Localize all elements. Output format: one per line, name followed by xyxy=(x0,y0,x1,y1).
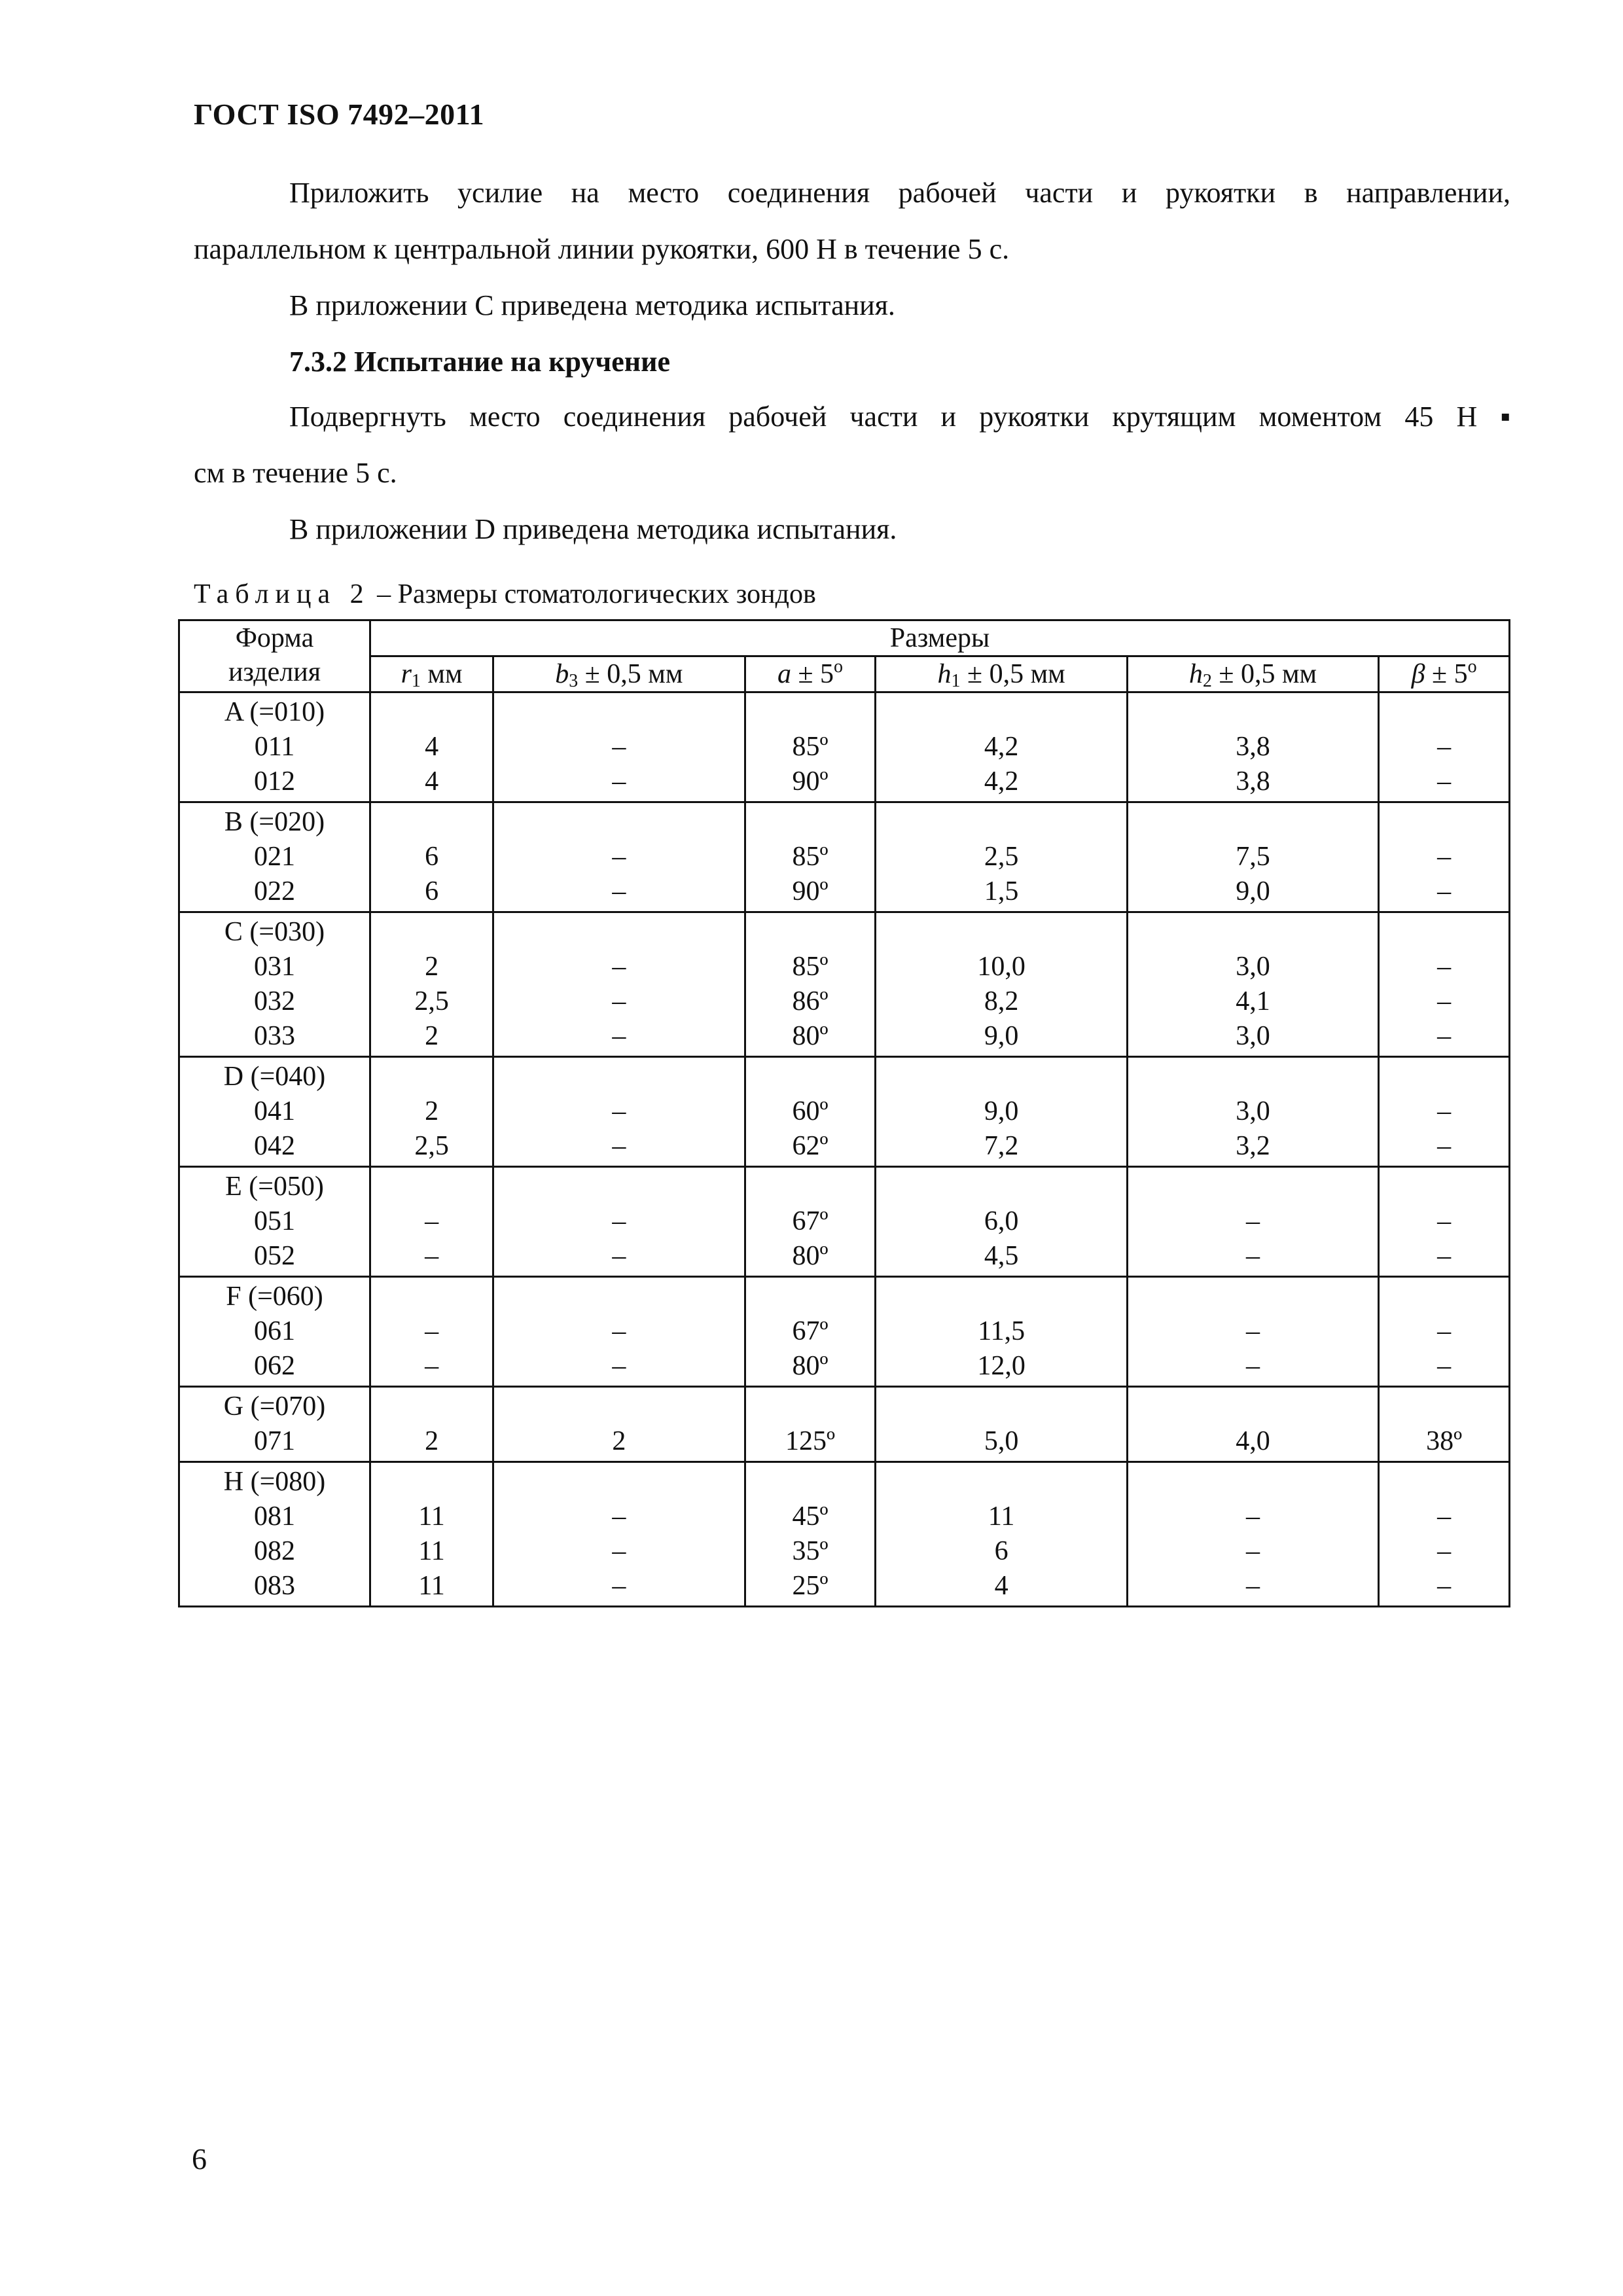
value-a: 45º xyxy=(792,1501,829,1532)
product-id: 083 xyxy=(254,1571,295,1601)
group-spacer xyxy=(371,1060,492,1094)
value-h1: 8,2 xyxy=(984,986,1019,1016)
paragraph-appendix-c: В приложении С приведена методика испытания. xyxy=(289,289,895,321)
value-cell-b3 xyxy=(493,912,745,1057)
form-cell xyxy=(179,912,370,1057)
value-cell-h2 xyxy=(1127,692,1378,802)
value-h1: 7,2 xyxy=(984,1131,1019,1161)
header-form xyxy=(179,620,370,692)
value-beta: – xyxy=(1437,1501,1452,1532)
value-beta: – xyxy=(1437,952,1452,982)
value-b3: – xyxy=(612,1501,626,1532)
value-cell-h1 xyxy=(876,912,1127,1057)
value-beta: – xyxy=(1437,986,1452,1016)
group-spacer xyxy=(494,1280,743,1314)
value-r1: – xyxy=(425,1206,439,1236)
group-spacer xyxy=(1380,1465,1508,1499)
value-r1: – xyxy=(425,1316,439,1346)
degree-mark: о xyxy=(834,656,844,677)
value-h2: 3,0 xyxy=(1236,1096,1270,1126)
table-caption-word: Таблица 2 xyxy=(194,579,370,609)
value-cell-h2 xyxy=(1127,1462,1378,1607)
paragraph-appendix-d: В приложении D приведена методика испытания. xyxy=(289,513,897,545)
header-h1 xyxy=(876,656,1127,692)
group-spacer xyxy=(876,695,1126,730)
group-spacer xyxy=(746,1465,875,1499)
product-id: 071 xyxy=(254,1426,295,1456)
value-r1: 2 xyxy=(425,952,439,982)
group-name: H (=080) xyxy=(223,1467,326,1497)
paragraph-torsion xyxy=(194,389,1510,501)
paragraph-torsion-line2: см в течение 5 с. xyxy=(194,457,397,489)
value-r1: 11 xyxy=(418,1501,445,1532)
value-b3: – xyxy=(612,766,626,797)
value-beta: – xyxy=(1437,1571,1452,1601)
value-h2: 4,0 xyxy=(1236,1426,1270,1456)
degree-mark: о xyxy=(1467,656,1477,677)
value-b3: – xyxy=(612,1351,626,1381)
group-spacer xyxy=(1128,915,1378,950)
group-spacer xyxy=(746,915,875,950)
header-b3 xyxy=(493,656,745,692)
group-spacer xyxy=(371,1390,492,1424)
value-a: 125º xyxy=(785,1426,835,1456)
value-cell-r1 xyxy=(370,692,493,802)
value-cell-h2 xyxy=(1127,1277,1378,1387)
value-cell-r1 xyxy=(370,1462,493,1607)
value-cell-beta xyxy=(1379,692,1510,802)
header-a xyxy=(745,656,876,692)
value-cell-h1 xyxy=(876,802,1127,912)
group-spacer xyxy=(1380,695,1508,730)
value-cell-h1 xyxy=(876,692,1127,802)
group-spacer xyxy=(1380,805,1508,840)
group-spacer xyxy=(371,1170,492,1204)
value-a: 80º xyxy=(792,1351,829,1381)
group-spacer xyxy=(1128,1390,1378,1424)
value-beta: – xyxy=(1437,1131,1452,1161)
value-h2: 7,5 xyxy=(1236,842,1270,872)
table-caption-text: – Размеры стоматологических зондов xyxy=(370,579,816,609)
group-spacer xyxy=(494,805,743,840)
value-cell-beta xyxy=(1379,802,1510,912)
value-cell-b3 xyxy=(493,1277,745,1387)
value-h1: 9,0 xyxy=(984,1021,1019,1051)
symbol-beta: β xyxy=(1411,659,1425,689)
table-caption xyxy=(194,579,816,610)
unit-text: ± 0,5 мм xyxy=(1211,659,1317,689)
form-cell xyxy=(179,1057,370,1167)
value-beta: – xyxy=(1437,1351,1452,1381)
value-b3: – xyxy=(612,1536,626,1566)
value-a: 62º xyxy=(792,1131,829,1161)
symbol-a: a xyxy=(777,659,791,689)
paragraph-torsion-line1: Подвергнуть место соединения рабочей части и рукоятки крутящим моментом 45 Н ▪ xyxy=(289,401,1510,433)
value-h2: – xyxy=(1246,1241,1260,1271)
value-h2: – xyxy=(1246,1571,1260,1601)
value-b3: – xyxy=(612,1571,626,1601)
value-h2: 3,0 xyxy=(1236,952,1270,982)
group-spacer xyxy=(1128,1280,1378,1314)
value-h1: 4,5 xyxy=(984,1241,1019,1271)
value-h1: 11,5 xyxy=(978,1316,1026,1346)
value-cell-a xyxy=(745,1057,876,1167)
form-cell xyxy=(179,1462,370,1607)
product-id: 052 xyxy=(254,1241,295,1271)
group-spacer xyxy=(746,805,875,840)
sizes-table xyxy=(178,619,1510,1607)
value-cell-a xyxy=(745,912,876,1057)
group-spacer xyxy=(876,1390,1126,1424)
value-r1: 6 xyxy=(425,876,439,906)
group-spacer xyxy=(494,1465,743,1499)
value-beta: – xyxy=(1437,876,1452,906)
product-id: 061 xyxy=(254,1316,295,1346)
value-h1: 9,0 xyxy=(984,1096,1019,1126)
header-r1 xyxy=(370,656,493,692)
value-h1: 11 xyxy=(988,1501,1015,1532)
value-cell-a xyxy=(745,802,876,912)
group-name: D (=040) xyxy=(223,1062,326,1092)
value-b3: – xyxy=(612,842,626,872)
group-spacer xyxy=(1128,805,1378,840)
value-a: 85º xyxy=(792,952,829,982)
header-sizes: Размеры xyxy=(370,620,1510,656)
value-beta: – xyxy=(1437,1096,1452,1126)
header-beta xyxy=(1379,656,1510,692)
group-spacer xyxy=(494,915,743,950)
value-cell-b3 xyxy=(493,1057,745,1167)
value-cell-a xyxy=(745,1387,876,1462)
group-spacer xyxy=(876,1060,1126,1094)
value-beta: – xyxy=(1437,1316,1452,1346)
value-cell-b3 xyxy=(493,802,745,912)
value-cell-r1 xyxy=(370,1277,493,1387)
group-spacer xyxy=(494,695,743,730)
group-name: B (=020) xyxy=(224,807,325,837)
value-beta: – xyxy=(1437,766,1452,797)
group-spacer xyxy=(371,915,492,950)
group-spacer xyxy=(1380,1170,1508,1204)
sub-1: 1 xyxy=(411,671,421,691)
value-r1: 6 xyxy=(425,842,439,872)
value-cell-a xyxy=(745,1167,876,1277)
product-id: 032 xyxy=(254,986,295,1016)
group-spacer xyxy=(1128,1465,1378,1499)
group-spacer xyxy=(746,1280,875,1314)
group-spacer xyxy=(1380,1390,1508,1424)
value-h1: 4,2 xyxy=(984,766,1019,797)
value-a: 35º xyxy=(792,1536,829,1566)
value-cell-a xyxy=(745,1462,876,1607)
value-r1: – xyxy=(425,1241,439,1271)
group-spacer xyxy=(876,1465,1126,1499)
group-name: E (=050) xyxy=(225,1172,324,1202)
group-spacer xyxy=(494,1390,743,1424)
group-spacer xyxy=(1380,1060,1508,1094)
value-cell-b3 xyxy=(493,1167,745,1277)
value-cell-beta xyxy=(1379,1462,1510,1607)
group-spacer xyxy=(1128,695,1378,730)
table-row-group xyxy=(179,1167,1510,1277)
value-beta: 38º xyxy=(1426,1426,1463,1456)
symbol-h: h xyxy=(937,659,952,689)
group-spacer xyxy=(876,1170,1126,1204)
value-cell-h1 xyxy=(876,1057,1127,1167)
value-h2: – xyxy=(1246,1206,1260,1236)
product-id: 081 xyxy=(254,1501,295,1532)
group-name: A (=010) xyxy=(224,697,325,727)
value-h2: 3,0 xyxy=(1236,1021,1270,1051)
value-h1: 12,0 xyxy=(977,1351,1026,1381)
table-row-group xyxy=(179,912,1510,1057)
group-spacer xyxy=(876,915,1126,950)
value-h1: 6 xyxy=(994,1536,1008,1566)
value-h1: 4,2 xyxy=(984,732,1019,762)
group-name: G (=070) xyxy=(223,1391,326,1422)
value-cell-b3 xyxy=(493,1387,745,1462)
header-h2 xyxy=(1127,656,1378,692)
value-cell-r1 xyxy=(370,912,493,1057)
value-r1: 11 xyxy=(418,1571,445,1601)
value-h1: 2,5 xyxy=(984,842,1019,872)
product-id: 042 xyxy=(254,1131,295,1161)
page-number: 6 xyxy=(192,2142,207,2176)
symbol-h: h xyxy=(1188,659,1203,689)
value-h2: 3,2 xyxy=(1236,1131,1270,1161)
value-h2: 9,0 xyxy=(1236,876,1270,906)
value-b3: – xyxy=(612,876,626,906)
value-beta: – xyxy=(1437,732,1452,762)
form-cell xyxy=(179,1167,370,1277)
value-b3: – xyxy=(612,1241,626,1271)
value-cell-a xyxy=(745,692,876,802)
value-cell-h1 xyxy=(876,1387,1127,1462)
form-cell xyxy=(179,1387,370,1462)
value-r1: 2 xyxy=(425,1021,439,1051)
tolerance-text: ± 5 xyxy=(1425,659,1468,689)
value-cell-h2 xyxy=(1127,1167,1378,1277)
table-row-group xyxy=(179,1387,1510,1462)
symbol-r: r xyxy=(401,659,412,689)
value-h1: 10,0 xyxy=(977,952,1026,982)
paragraph-force-line2: параллельном к центральной линии рукоятки, 600 Н в течение 5 с. xyxy=(194,233,1010,265)
group-spacer xyxy=(371,1280,492,1314)
value-beta: – xyxy=(1437,1021,1452,1051)
table-body xyxy=(179,692,1510,1607)
value-cell-beta xyxy=(1379,1057,1510,1167)
group-spacer xyxy=(746,1390,875,1424)
value-beta: – xyxy=(1437,1241,1452,1271)
form-cell xyxy=(179,692,370,802)
unit-text: мм xyxy=(420,659,463,689)
value-cell-b3 xyxy=(493,692,745,802)
value-r1: 2,5 xyxy=(414,1131,449,1161)
product-id: 011 xyxy=(254,732,295,762)
section-title: 7.3.2 Испытание на кручение xyxy=(289,346,671,378)
value-h1: 5,0 xyxy=(984,1426,1019,1456)
tolerance-text: ± 5 xyxy=(791,659,834,689)
product-id: 031 xyxy=(254,952,295,982)
value-a: 86º xyxy=(792,986,829,1016)
group-spacer xyxy=(371,1465,492,1499)
paragraph-force xyxy=(194,165,1510,278)
sub-2: 2 xyxy=(1202,671,1212,691)
value-a: 90º xyxy=(792,876,829,906)
table-row-group xyxy=(179,692,1510,802)
value-a: 85º xyxy=(792,842,829,872)
product-id: 082 xyxy=(254,1536,295,1566)
symbol-b: b xyxy=(555,659,569,689)
value-a: 25º xyxy=(792,1571,829,1601)
group-spacer xyxy=(494,1060,743,1094)
value-cell-h1 xyxy=(876,1167,1127,1277)
group-name: F (=060) xyxy=(226,1282,323,1312)
value-cell-beta xyxy=(1379,1387,1510,1462)
group-spacer xyxy=(1128,1170,1378,1204)
value-b3: – xyxy=(612,1316,626,1346)
value-cell-h1 xyxy=(876,1462,1127,1607)
product-id: 012 xyxy=(254,766,295,797)
value-b3: – xyxy=(612,1206,626,1236)
value-cell-beta xyxy=(1379,1167,1510,1277)
value-h2: – xyxy=(1246,1316,1260,1346)
value-h2: 3,8 xyxy=(1236,732,1270,762)
value-beta: – xyxy=(1437,1536,1452,1566)
value-cell-h2 xyxy=(1127,1387,1378,1462)
value-cell-beta xyxy=(1379,1277,1510,1387)
value-a: 80º xyxy=(792,1241,829,1271)
group-spacer xyxy=(876,1280,1126,1314)
header-form-line1: Форма xyxy=(235,623,314,653)
product-id: 062 xyxy=(254,1351,295,1381)
value-cell-r1 xyxy=(370,1167,493,1277)
paragraph-force-line1: Приложить усилие на место соединения рабочей части и рукоятки в направлении, xyxy=(289,177,1510,209)
value-h2: – xyxy=(1246,1501,1260,1532)
table-row-group xyxy=(179,1277,1510,1387)
group-spacer xyxy=(1380,1280,1508,1314)
value-r1: 2 xyxy=(425,1096,439,1126)
value-b3: – xyxy=(612,952,626,982)
value-beta: – xyxy=(1437,842,1452,872)
value-h1: 1,5 xyxy=(984,876,1019,906)
document-header: ГОСТ ISO 7492–2011 xyxy=(194,98,485,131)
group-spacer xyxy=(746,1170,875,1204)
table-row-group xyxy=(179,1057,1510,1167)
value-cell-a xyxy=(745,1277,876,1387)
form-cell xyxy=(179,802,370,912)
value-h1: 4 xyxy=(994,1571,1008,1601)
value-cell-b3 xyxy=(493,1462,745,1607)
group-spacer xyxy=(371,695,492,730)
sub-3: 3 xyxy=(569,671,579,691)
value-r1: – xyxy=(425,1351,439,1381)
value-a: 80º xyxy=(792,1021,829,1051)
value-h2: 4,1 xyxy=(1236,986,1270,1016)
form-cell xyxy=(179,1277,370,1387)
value-a: 60º xyxy=(792,1096,829,1126)
value-h2: – xyxy=(1246,1536,1260,1566)
value-r1: 2 xyxy=(425,1426,439,1456)
value-b3: – xyxy=(612,1021,626,1051)
product-id: 022 xyxy=(254,876,295,906)
header-form-line2: изделия xyxy=(228,657,321,687)
table-row-group xyxy=(179,802,1510,912)
value-cell-r1 xyxy=(370,802,493,912)
value-a: 67º xyxy=(792,1316,829,1346)
group-spacer xyxy=(746,695,875,730)
group-spacer xyxy=(1128,1060,1378,1094)
value-b3: – xyxy=(612,986,626,1016)
value-a: 67º xyxy=(792,1206,829,1236)
value-a: 90º xyxy=(792,766,829,797)
group-spacer xyxy=(1380,915,1508,950)
unit-text: ± 0,5 мм xyxy=(578,659,683,689)
value-cell-r1 xyxy=(370,1387,493,1462)
value-r1: 2,5 xyxy=(414,986,449,1016)
value-cell-h2 xyxy=(1127,802,1378,912)
value-h2: – xyxy=(1246,1351,1260,1381)
value-b3: – xyxy=(612,1096,626,1126)
sub-1: 1 xyxy=(951,671,961,691)
value-b3: 2 xyxy=(612,1426,626,1456)
product-id: 021 xyxy=(254,842,295,872)
table-row-group xyxy=(179,1462,1510,1607)
value-b3: – xyxy=(612,1131,626,1161)
group-spacer xyxy=(371,805,492,840)
value-h2: 3,8 xyxy=(1236,766,1270,797)
value-cell-r1 xyxy=(370,1057,493,1167)
product-id: 033 xyxy=(254,1021,295,1051)
value-beta: – xyxy=(1437,1206,1452,1236)
value-b3: – xyxy=(612,732,626,762)
value-a: 85º xyxy=(792,732,829,762)
group-name: C (=030) xyxy=(224,917,325,947)
product-id: 051 xyxy=(254,1206,295,1236)
product-id: 041 xyxy=(254,1096,295,1126)
value-cell-h1 xyxy=(876,1277,1127,1387)
value-cell-h2 xyxy=(1127,1057,1378,1167)
group-spacer xyxy=(746,1060,875,1094)
value-r1: 4 xyxy=(425,766,439,797)
unit-text: ± 0,5 мм xyxy=(960,659,1065,689)
group-spacer xyxy=(494,1170,743,1204)
value-h1: 6,0 xyxy=(984,1206,1019,1236)
group-spacer xyxy=(876,805,1126,840)
value-r1: 11 xyxy=(418,1536,445,1566)
value-r1: 4 xyxy=(425,732,439,762)
value-cell-beta xyxy=(1379,912,1510,1057)
value-cell-h2 xyxy=(1127,912,1378,1057)
